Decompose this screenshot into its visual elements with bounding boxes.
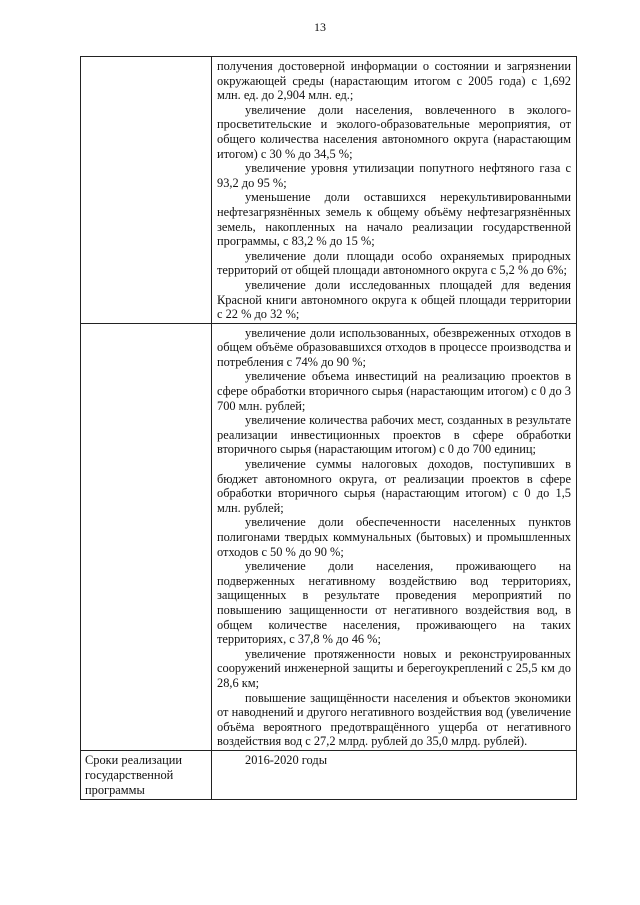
page-number: 13 (314, 20, 326, 34)
table-row (81, 57, 577, 324)
indicator-paragraph: увеличение доли обеспеченности населенных пунктов полигонами твердых коммунальных (бытовых) и промышленных отходов с 50 % до 90 %; (217, 515, 571, 559)
indicator-paragraph: увеличение доли использованных, обезвреженных отходов в общем объёме образовавшихся отходов в процессе производства и потребления с 74% до 90 %; (217, 325, 571, 369)
empty-label-cell (81, 57, 212, 324)
indicator-paragraph: увеличение доли населения, проживающего на подверженных негативному воздействию вод территориях, защищенных в результате проведения мероприятий по повышению защищенности от негативного воздействия вод, в общем количестве населения, проживающего на таких территориях, с 37,8 % до 46 %; (217, 559, 571, 647)
indicator-paragraph: увеличение протяженности новых и реконструированных сооружений инженерной защиты и берегоукреплений с 25,5 км до 28,6 км; (217, 646, 571, 690)
implementation-period-label: Сроки реализации государственной программы (81, 750, 212, 799)
indicators-cell-2 (212, 323, 577, 750)
indicator-paragraph: увеличение количества рабочих мест, созданных в результате реализации инвестиционных проектов в сфере обработки вторичного сырья (нарастающим итогом) с 0 до 700 единиц; (217, 413, 571, 457)
table-row (81, 750, 577, 799)
indicators-cell-1 (212, 57, 577, 324)
indicator-paragraph: увеличение доли площади особо охраняемых природных территорий от общей площади автономного округа с 5,2 % до 6%; (217, 248, 571, 278)
indicator-paragraph: увеличение уровня утилизации попутного нефтяного газа с 93,2 до 95 %; (217, 161, 571, 190)
implementation-period-cell (212, 750, 577, 799)
indicator-paragraph: увеличение доли исследованных площадей для ведения Красной книги автономного округа к общей площади территории с 22 % до 32 %; (217, 277, 571, 322)
indicator-paragraph: повышение защищённости населения и объектов экономики от наводнений и другого негативного воздействия вод (увеличение объёма вероятного предотвращённого ущерба от негативного воздействия вод с 27,2 млрд. рублей до 35,0 млрд. рублей). (217, 690, 571, 749)
program-passport-table (80, 56, 577, 800)
table-row (81, 323, 577, 750)
indicator-paragraph: получения достоверной информации о состоянии и загрязнении окружающей среды (нарастающим итогом с 2005 года) с 1,692 млн. ед. до 2,904 млн. ед.; (217, 59, 571, 103)
indicator-paragraph: увеличение объема инвестиций на реализацию проектов в сфере обработки вторичного сырья (нарастающим итогом) с 0 до 3 700 млн. рублей; (217, 369, 571, 413)
indicator-paragraph: увеличение доли населения, вовлеченного в эколого-просветительские и эколого-образовательные мероприятия, от общего количества населения автономного округа (нарастающим итогом) с 30 % до 34,5 %; (217, 102, 571, 161)
implementation-period-value: 2016-2020 годы (245, 752, 328, 767)
indicator-paragraph: увеличение суммы налоговых доходов, поступивших в бюджет автономного округа, от реализации проектов в сфере обработки вторичного сырья (нарастающим итогом) с 0 до 1,5 млн. рублей; (217, 457, 571, 515)
empty-label-cell (81, 323, 212, 750)
indicator-paragraph: уменьшение доли оставшихся нерекультивированными нефтезагрязнённых земель к общему объёму нефтезагрязнённых земель, накопленных на начало реализации государственной программы, с 83,2 % до 15 %; (217, 190, 571, 249)
